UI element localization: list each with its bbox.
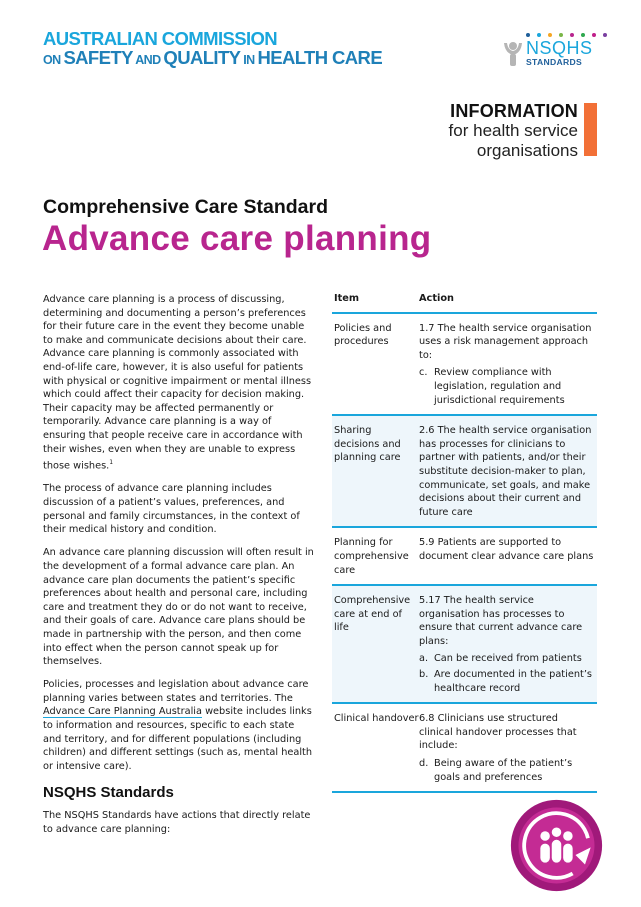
standards-actions-table [332,290,597,793]
paragraph-2: The process of advance care planning includes discussion of a patient’s values, preferences, and personal and family circumstances, in the context of their medical history and condition. [43,483,300,536]
advance-care-planning-australia-link[interactable]: Advance Care Planning Australia [43,706,202,718]
document-subtitle: Comprehensive Care Standard [43,196,329,218]
table-row: Policies and procedures 1.7 The health service organisation uses a risk management approach to: c. Review compliance with legislation, regulation and jurisdictional requirements [332,314,597,417]
table-row: Comprehensive care at end of life 5.17 The health service organisation has processes to ensure that current advance care plans: a. Can be received from patients b. Are documented in the patient’s healthcare record [332,586,597,704]
paragraph-4: Policies, processes and legislation about advance care planning varies between states and territories. The Advance Care Planning Australia website includes links to information and resources, specific to each state and territory, and for different populations (including children) and different settings (such as, mental health or intensive care). [43,679,313,772]
body-text [43,293,315,846]
nsqhs-standards-heading: NSQHS Standards [43,784,174,802]
table-row: Planning for comprehensive care 5.9 Patients are supported to document clear advance care plans [332,528,597,586]
logo-line-2: ON SAFETY AND QUALITY IN HEALTH CARE [43,47,383,68]
information-label: INFORMATION for health service organisations [448,101,578,160]
nsqhs-standards-logo [502,33,607,67]
acsqhc-logo [43,29,382,70]
table-header [332,290,597,314]
orange-accent-bar [584,103,597,156]
table-row: Clinical handover 6.8 Clinicians use structured clinical handover processes that include: d. Being aware of the patient’s goals and preferences [332,704,597,793]
document-title: Advance care planning [42,219,432,258]
person-figure-icon [502,39,524,67]
color-dots [526,33,607,37]
standards-wordmark: STANDARDS [526,57,583,67]
logo-line-1: AUSTRALIAN COMMISSION [43,28,278,49]
table-row: Sharing decisions and planning care 2.6 The health service organisation has processes for clinicians to partner with patients, and/or their substitute decision-maker to plan, communicate, set goals, and make decisions about their current and future care [332,416,597,528]
paragraph-5: The NSQHS Standards have actions that directly relate to advance care planning: [43,809,311,835]
paragraph-1: Advance care planning is a process of discussing, determining and documenting a person’s preferences for their future care in the event they become unable to make and communicate decisions about their care. Advance care planning is commonly associated with end-of-life care, however, it is also useful for patients with physical or cognitive impairment or mental illness which could affect their capacity for decision making. Their capacity may be affected permanently or temporarily. Advance care planning is a way of ensuring that people receive care in accordance with their wishes, even when they are unable to express those wishes.$^1$ [43,294,312,472]
nsqhs-wordmark: NSQHS [526,38,593,58]
header-action: Action [419,293,454,304]
paragraph-3: An advance care planning discussion will often result in the development of a formal advance care plan. An advance care plan documents the patient’s specific preferences about health and personal care, including care and treatment they do or do not want to receive, and their goals of care. Advance care plans should be made in partnership with the person, and then come into effect when the person cannot speak up for themselves. [43,547,314,668]
header-item: Item [334,293,360,304]
comprehensive-care-standard-icon [509,798,604,893]
